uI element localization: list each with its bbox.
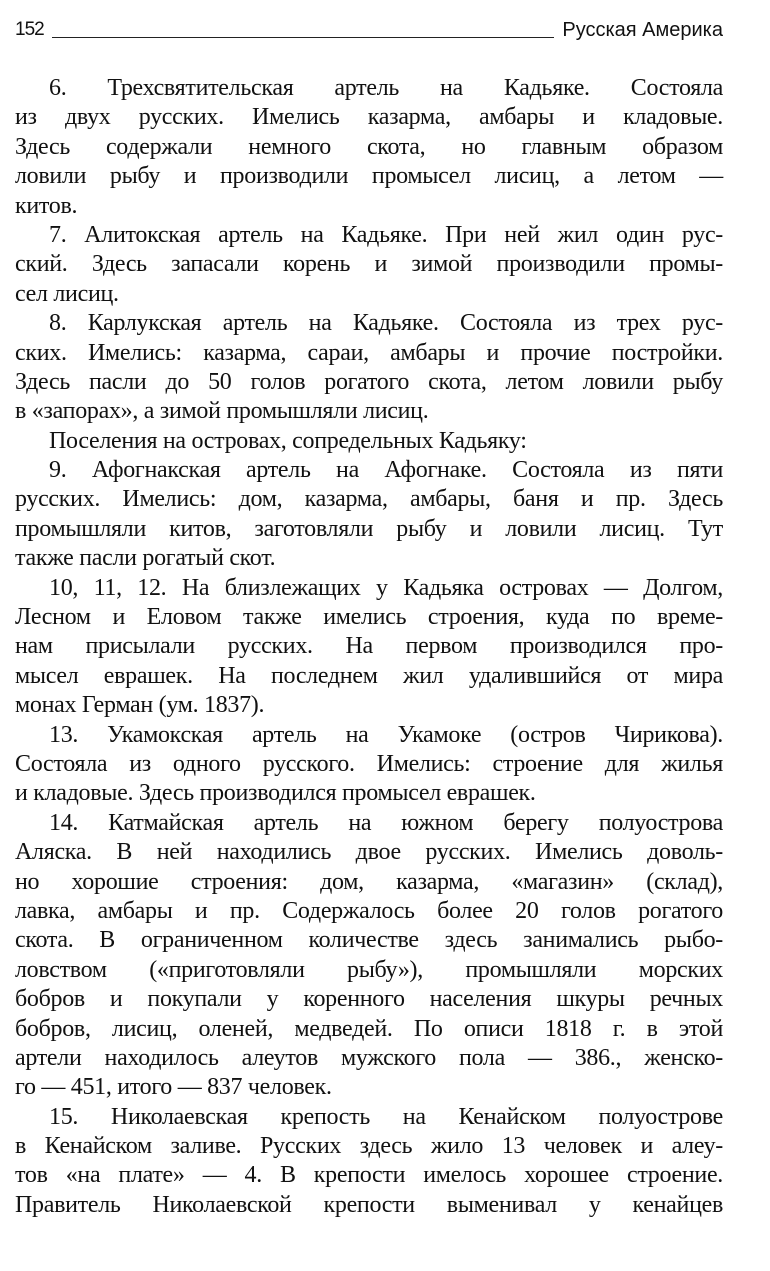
text-line: и кладовые. Здесь производился промысел еврашек. [15, 780, 536, 807]
text-line: монах Герман (ум. 1837). [15, 692, 265, 719]
text-line: Здесь содержали немного скота, но главным образом [15, 133, 723, 160]
text-line: сел лисиц. [15, 280, 119, 307]
text-line: из двух русских. Имелись казарма, амбары и кладовые. [15, 104, 723, 131]
text-line: го — 451, итого — 837 человек. [15, 1074, 332, 1101]
text-line: но хорошие строения: дом, казарма, «магазин» (склад), [15, 868, 723, 895]
text-line: ловством («приготовляли рыбу»), промышляли морских [15, 956, 723, 983]
text-line: 10, 11, 12. На близлежащих у Кадьяка островах — Долгом, [49, 574, 723, 601]
text-line: Здесь пасли до 50 голов рогатого скота, летом ловили рыбу [15, 368, 723, 395]
running-title: Русская Америка [562, 19, 723, 41]
text-line: также пасли рогатый скот. [15, 545, 276, 572]
text-line: ский. Здесь запасали корень и зимой производили промы- [15, 251, 723, 278]
text-line: лавка, амбары и пр. Содержалось более 20 голов рогатого [15, 897, 723, 924]
text-line: 7. Алитокская артель на Кадьяке. При ней жил один рус- [49, 221, 723, 248]
text-line: промышляли китов, заготовляли рыбу и ловили лисиц. Тут [15, 515, 723, 542]
text-line: тов «на плате» — 4. В крепости имелось хорошее строение. [15, 1162, 723, 1189]
text-line: Состояла из одного русского. Имелись: строение для жилья [15, 750, 723, 777]
page-number: 152 [15, 19, 44, 40]
paragraph [15, 721, 723, 809]
text-line: бобров, лисиц, оленей, медведей. По описи 1818 г. в этой [15, 1015, 723, 1042]
paragraph [15, 221, 723, 309]
paragraph [15, 74, 723, 221]
paragraph [15, 809, 723, 1103]
text-line: 13. Укамокская артель на Укамоке (остров Чирикова). [49, 721, 723, 748]
running-header [15, 14, 723, 42]
text-line: русских. Имелись: дом, казарма, амбары, баня и пр. Здесь [15, 486, 723, 513]
text-line: ских. Имелись: казарма, сараи, амбары и прочие постройки. [15, 339, 723, 366]
paragraph [15, 456, 723, 574]
text-line: артели находилось алеутов мужского пола — 386., женско- [15, 1044, 723, 1071]
text-line: 8. Карлукская артель на Кадьяке. Состояла из трех рус- [49, 310, 723, 337]
text-line: ловили рыбу и производили промысел лисиц, а летом — [15, 163, 723, 190]
body-text [15, 74, 723, 1220]
text-line: Аляска. В ней находились двое русских. Имелись доволь- [15, 839, 723, 866]
text-line: скота. В ограниченном количестве здесь занимались рыбо- [15, 927, 723, 954]
paragraph [15, 1103, 723, 1221]
paragraph [15, 574, 723, 721]
text-line: 6. Трехсвятительская артель на Кадьяке. Состояла [49, 75, 723, 101]
text-line: 9. Афогнакская артель на Афогнаке. Состояла из пяти [49, 457, 723, 484]
text-line: в Кенайском заливе. Русских здесь жило 13 человек и алеу- [15, 1133, 723, 1160]
text-line: бобров и покупали у коренного населения шкуры речных [15, 986, 723, 1013]
text-line: нам присылали русских. На первом производился про- [15, 633, 723, 660]
text-line: 14. Катмайская артель на южном берегу полуострова [49, 809, 723, 836]
text-line: Правитель Николаевской крепости выменивал у кенайцев [15, 1191, 723, 1218]
paragraph [15, 309, 723, 427]
text-line: 15. Николаевская крепость на Кенайском полуострове [49, 1103, 723, 1130]
header-rule [52, 37, 555, 38]
text-line: в «запорах», а зимой промышляли лисиц. [15, 398, 429, 425]
text-line: Лесном и Еловом также имелись строения, куда по време- [15, 604, 723, 631]
text-line: Поселения на островах, сопредельных Кадьяку: [49, 427, 527, 454]
text-line: мысел еврашек. На последнем жил удалившийся от мира [15, 662, 723, 689]
text-line: китов. [15, 192, 78, 219]
paragraph [15, 427, 723, 456]
